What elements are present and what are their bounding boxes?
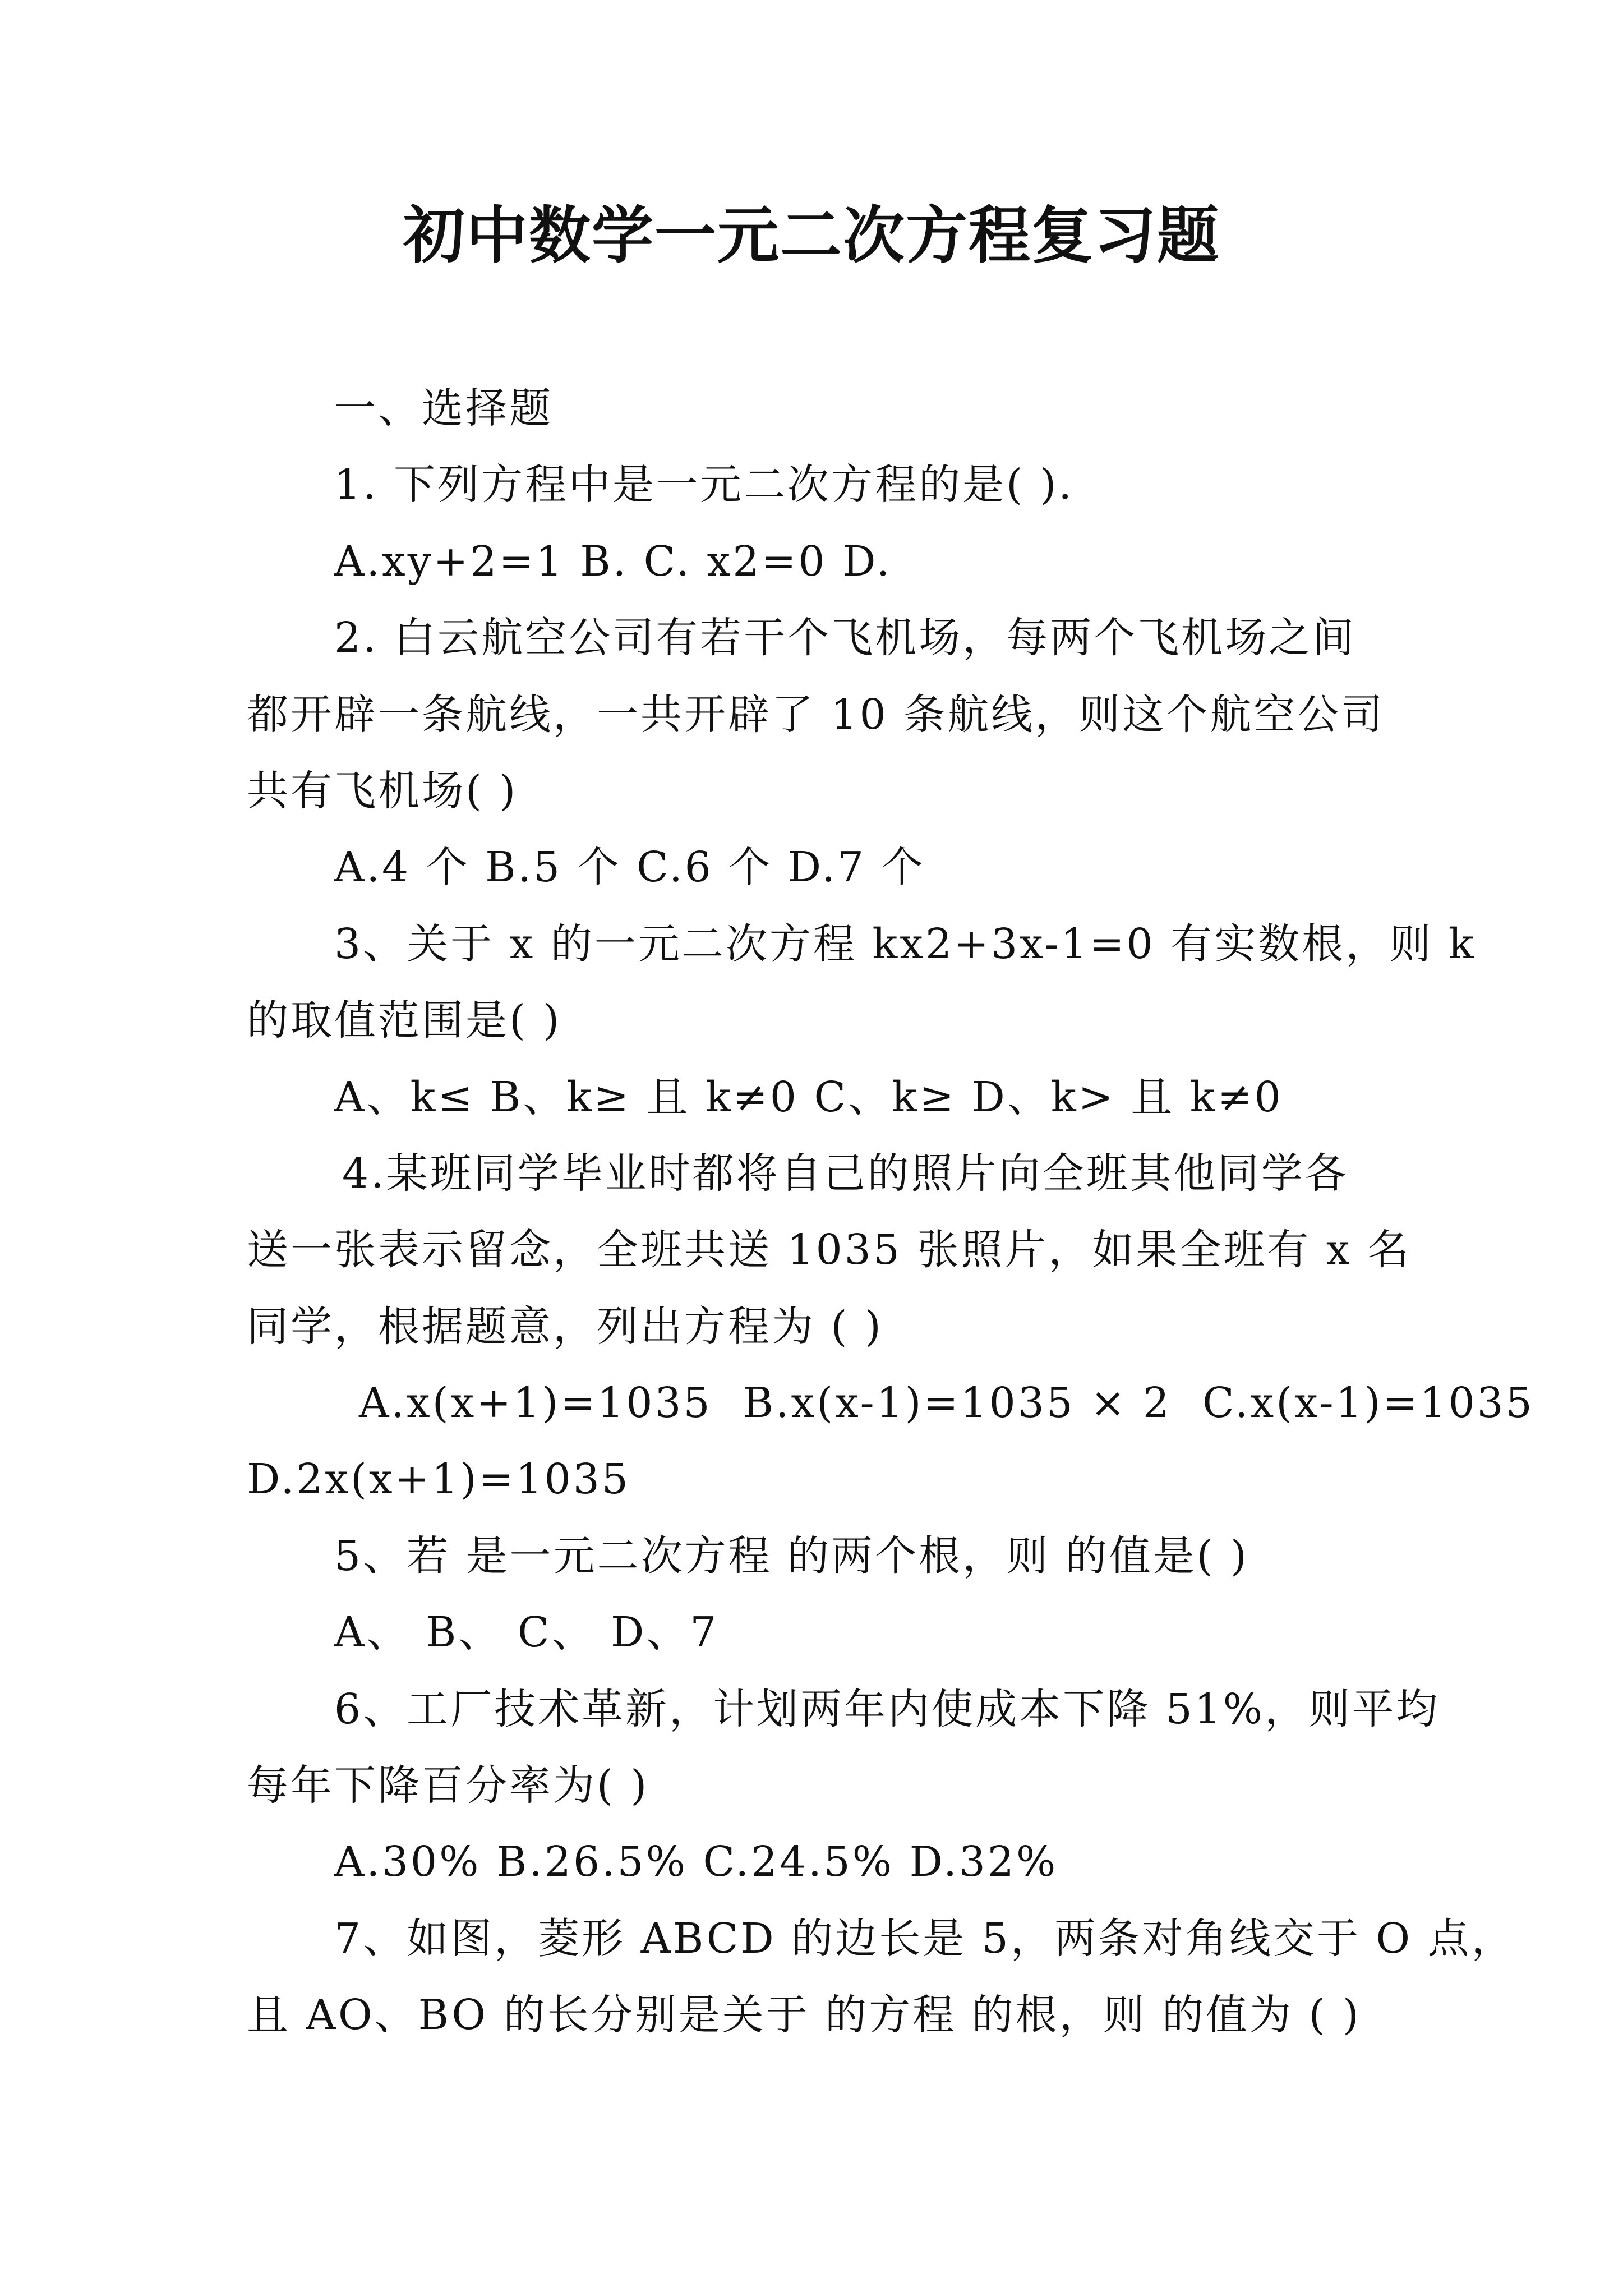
question-1-stem: 1. 下列方程中是一元二次方程的是( ). bbox=[334, 461, 1074, 509]
question-2-stem-line-1: 2. 白云航空公司有若干个飞机场，每两个飞机场之间 bbox=[334, 614, 1357, 662]
question-7-stem-line-1: 7、如图，菱形 ABCD 的边长是 5，两条对角线交于 O 点， bbox=[334, 1914, 1515, 1963]
question-2-stem-line-3: 共有飞机场( ) bbox=[247, 766, 518, 815]
question-5-options: A、 B、 C、 D、7 bbox=[334, 1608, 719, 1657]
question-3-stem-line-2: 的取值范围是( ) bbox=[247, 996, 562, 1045]
question-6-options: A.30% B.26.5% C.24.5% D.32% bbox=[334, 1838, 1058, 1887]
question-3-options: A、k≤ B、k≥ 且 k≠0 C、k≥ D、k> 且 k≠0 bbox=[334, 1073, 1283, 1121]
question-4-options-line-1: A.x(x+1)=1035 B.x(x-1)=1035 × 2 C.x(x-1)=1035 bbox=[359, 1379, 1534, 1428]
document-body bbox=[247, 370, 1534, 2054]
question-4-stem-line-1: 4.某班同学毕业时都将自己的照片向全班其他同学各 bbox=[342, 1149, 1349, 1198]
question-1-options: A.xy+2=1 B. C. x2=0 D. bbox=[334, 537, 892, 586]
question-6-stem-line-2: 每年下降百分率为( ) bbox=[247, 1761, 649, 1810]
question-2-stem-line-2: 都开辟一条航线，一共开辟了 10 条航线，则这个航空公司 bbox=[247, 690, 1385, 739]
question-4-options-line-2: D.2x(x+1)=1035 bbox=[247, 1455, 630, 1504]
question-5-stem: 5、若 是一元二次方程 的两个根，则 的值是( ) bbox=[334, 1531, 1249, 1580]
document-title: 初中数学一元二次方程复习题 bbox=[403, 199, 1220, 272]
question-4-stem-line-2: 送一张表示留念，全班共送 1035 张照片，如果全班有 x 名 bbox=[247, 1226, 1412, 1274]
question-7-stem-line-2: 且 AO、BO 的长分别是关于 的方程 的根，则 的值为 ( ) bbox=[247, 1991, 1361, 2040]
question-4-stem-line-3: 同学，根据题意，列出方程为 ( ) bbox=[247, 1302, 883, 1351]
question-3-stem-line-1: 3、关于 x 的一元二次方程 kx2+3x-1=0 有实数根，则 k bbox=[334, 919, 1476, 968]
section-heading-choice: 一、选择题 bbox=[334, 384, 553, 432]
question-2-options: A.4 个 B.5 个 C.6 个 D.7 个 bbox=[334, 843, 925, 892]
question-6-stem-line-1: 6、工厂技术革新，计划两年内使成本下降 51%，则平均 bbox=[334, 1685, 1440, 1733]
